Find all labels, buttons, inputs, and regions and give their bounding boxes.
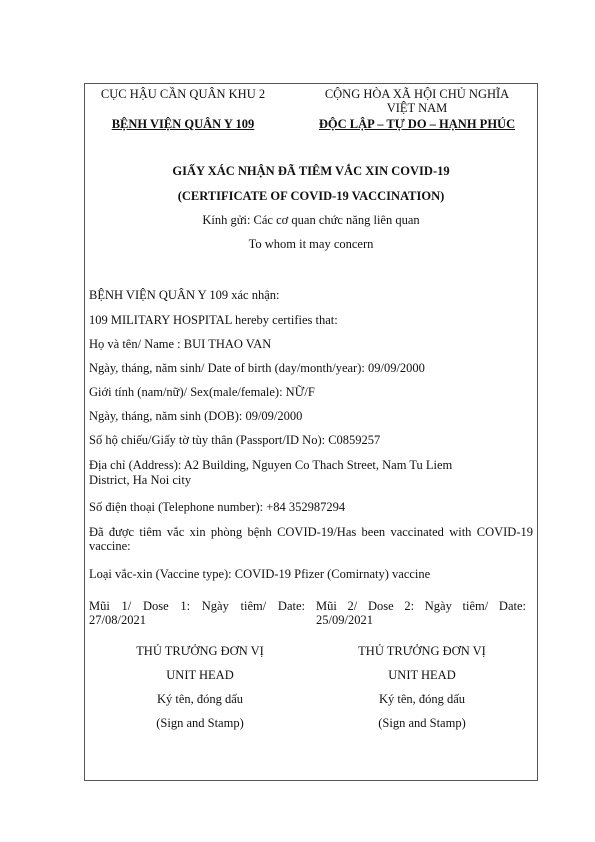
signature-left-sign-en: (Sign and Stamp): [156, 716, 244, 730]
signature-right-sign-en: (Sign and Stamp): [378, 716, 466, 730]
field-passport: Số hộ chiếu/Giấy tờ tùy thân (Passport/ID No): C0859257: [89, 433, 381, 447]
header-left-line1: CỤC HẬU CẦN QUÂN KHU 2: [100, 87, 266, 101]
confirm-vi: BỆNH VIỆN QUÂN Y 109 xác nhận:: [89, 288, 280, 302]
header-right-line1: CỘNG HÒA XÃ HỘI CHỦ NGHĨA: [324, 87, 510, 101]
certificate-title-vi: GIẤY XÁC NHẬN ĐÃ TIÊM VẮC XIN COVID-19: [172, 164, 450, 178]
certificate-title-en: (CERTIFICATE OF COVID-19 VACCINATION): [177, 189, 445, 203]
addressee-vi: Kính gửi: Các cơ quan chức năng liên quan: [202, 213, 420, 227]
field-phone: Số điện thoại (Telephone number): +84 352987294: [89, 500, 346, 514]
addressee-en: To whom it may concern: [248, 237, 374, 251]
header-right-line1b: VIỆT NAM: [386, 101, 448, 115]
header-left-hospital: BỆNH VIỆN QUÂN Y 109: [111, 117, 255, 131]
field-dob: Ngày, tháng, năm sinh/ Date of birth (day/month/year): 09/09/2000: [89, 361, 425, 375]
signature-left-title-vi: THỦ TRƯỞNG ĐƠN VỊ: [136, 644, 264, 658]
field-sex: Giới tính (nam/nữ)/ Sex(male/female): NỮ/F: [89, 385, 315, 399]
signature-left-sign-vi: Ký tên, đóng dấu: [156, 692, 244, 706]
field-name: Họ và tên/ Name : BUI THAO VAN: [89, 337, 272, 351]
field-dob2: Ngày, tháng, năm sinh (DOB): 09/09/2000: [89, 409, 303, 423]
field-address-line2: District, Ha Noi city: [89, 473, 192, 487]
field-vaccine-type: Loại vắc-xin (Vaccine type): COVID-19 Pfizer (Comirnaty) vaccine: [89, 567, 431, 581]
vaccinated-statement: Đã được tiêm vắc xin phòng bệnh COVID-19/Has been vaccinated with COVID-19 vaccine:: [89, 525, 533, 553]
confirm-en: 109 MILITARY HOSPITAL hereby certifies that:: [89, 313, 338, 327]
dose-1: Mũi 1/ Dose 1: Ngày tiêm/ Date: 27/08/2021: [89, 599, 305, 627]
signature-right-title-vi: THỦ TRƯỞNG ĐƠN VỊ: [358, 644, 486, 658]
signature-right-title-en: UNIT HEAD: [388, 668, 456, 682]
signature-left-title-en: UNIT HEAD: [166, 668, 234, 682]
field-address-line1: Địa chỉ (Address): A2 Building, Nguyen Co Thach Street, Nam Tu Liem: [89, 458, 453, 472]
dose-2: Mũi 2/ Dose 2: Ngày tiêm/ Date: 25/09/2021: [316, 599, 526, 627]
signature-right-sign-vi: Ký tên, đóng dấu: [378, 692, 466, 706]
header-right-motto: ĐỘC LẬP – TỰ DO – HẠNH PHÚC: [318, 117, 516, 131]
